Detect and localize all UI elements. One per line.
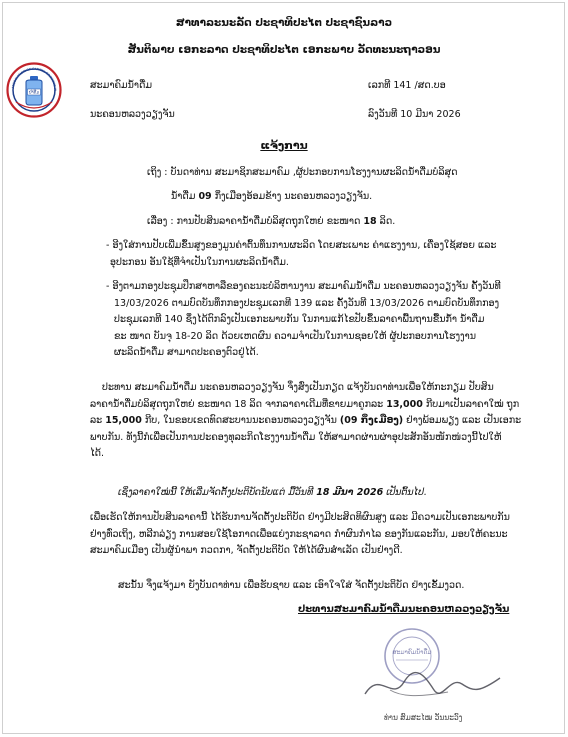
- signatory-name: ທ່ານ ສົມສະໄໝ ວັນນະວົງ: [384, 713, 463, 722]
- body-paragraph-1: ປະທານ ສະມາຄົມນ້ຳດື່ມ ນະຄອນຫລວງວຽງຈັນ ຈຶ່ງສົ່ງເປັນກຽດ ແຈ້ງບັນດາທ່ານເພື່ອໃຫ້ກະກຽມ ປັບສິນ ລາຄານ້ຳດື່ມບໍລິສຸດຖຸກໃຫຍ່ ຂະໜາດ 18 ລິດ ຈາກລາຄາເດີມທີ່ຂາຍມາຄູກລະ 13,000 ກີບມາເປັນລາຄາໃໝ່ ຖຸກ ລະ 15,000 ກີບ, ໃນຂອບເຂດທົດສະບານນະຄອນຫລວງວຽງຈັນ (09 ກິ່ງເມືອງ) ຢ່າງພ້ອມພຽງ ແລະ ເປັນເອກະ ພາບກັນ. ທັງນີ້ກໍເພື່ອເປັນການປະຄອງທຸລະກິດໂຮງງານນ້ຳດື່ມ ໃຫ້ສາມາດຜ່ານຜ່າອຸປະສັກອັນໜັກໜ່ວງນີ້ໄປໃຫ້ ໄດ້.: [90, 382, 522, 459]
- body-paragraph-2: ເພື່ອເຮັດໃຫ້ການປັບສິນລາຄານີ້ ໄດ້ຮັບການຈັດຕັ້ງປະຕິບັດ ຢ່າງມີປະສິດທິຜົນສູງ ແລະ ມີຄວາມເປັນເອກະພາບກັນ ຢ່າງທົ່ວເຖິງ, ຫລີກລ່ຽງ ການສອຍໃຊ້ໂອກາດເພື່ອແຍ່ງກະຊາລາດ ກຳຜົນກຳໄລ ຂອງກັນແລະກັນ, ມອບໃຫ້ຄະນະ ສະມາຄົມເມືອງ ເປັນຜູ້ນຳພາ ກວດກາ, ຈັດຕັ້ງປະຕິບັດ ໃຫ້ໄດ້ຜົນສຳເລັດ ເປັນຢ່າງດີ.: [90, 512, 510, 556]
- association-logo: [6, 62, 62, 118]
- to-line-1: ເຖິງ : ບັນດາທ່ານ ສະມາຊິກສະມາຄົມ ,ຜູ້ປະກອບການໂຮງງານຜະລິດນ້ຳດື່ມບໍລິສຸດ: [147, 167, 458, 178]
- republic-line: ສາທາລະນະລັດ ປະຊາທິປະໄຕ ປະຊາຊົນລາວ: [175, 17, 393, 29]
- official-stamp-icon: [330, 620, 540, 720]
- reference-number: ເລກທີ 141 /ສດ.ບອ: [368, 80, 446, 91]
- document-date: ລົງວັນທີ 10 ມີນາ 2026: [368, 109, 461, 120]
- org-name: ສະມາຄົມນໍ້າດື່ມ: [90, 80, 153, 91]
- motto-line: ສັນຕິພາບ ເອກະລາດ ປະຊາທິປະໄຕ ເອກະພາບ ວັດທະນະຖາວອນ: [127, 44, 441, 56]
- closing-line: ສະນັ້ນ ຈຶ່ງແຈ້ງມາ ຍັງບັນດາທ່ານ ເພື່ອຮັບຊາບ ແລະ ເອົາໃຈໃສ່ ຈັດຕັ້ງປະຕິບັດ ຢ່າງເຂັ້ມງວດ.: [118, 580, 465, 591]
- subject-line: ເລື່ອງ : ການປັບສິນລາຄານ້ຳດື່ມບໍລິສຸດຖຸກໃຫຍ່ ຂະໜາດ 18 ລິດ.: [147, 216, 396, 227]
- signatory-title: ປະທານສະມາຄົມນ້ຳດື່ມນະຄອນຫລວງວຽງຈັນ: [298, 604, 510, 615]
- stamp-text: ສະມາຄົມນ້ຳດື່ມ: [392, 649, 432, 656]
- signature-stamp-area: [330, 620, 540, 720]
- effective-date-line: ເຊິ່ງລາຄາໃໝ່ນີ້ ໃຫ້ເລີ່ມຈັດຕັ້ງປະຕິບັດນັບແຕ່ ມື້ວັນທີ 18 ມີນາ 2026 ເປັນຕົ້ນໄປ.: [118, 487, 427, 498]
- logo-center-text: ນຳ້ດື່ມ: [28, 89, 40, 95]
- water-bottle-logo-icon: [6, 62, 62, 118]
- reference-2: - ອີງຕາມກອງປະຊຸມປຶກສາຫາລືຂອງຄະນະບໍລິຫານງານ ສະມາຄົມນ້ຳດື່ມ ນະຄອນຫລວງວຽງຈັນ ຄັ້ງວັນທີ 13/03/2026 ຕາມບົດບັນທຶກກອງປະຊຸມເລກທີ 139 ແລະ ຄັ້ງວັນທີ 13/03/2026 ຕາມບົດບັນທຶກກອງ ປະຊຸມເລກທີ 140 ຊຶ່ງໄດ້ຕົກລົງເປັນເອກະພາບກັນ ໃນການແກ້ໄຂປັບຂຶ້ນລາຄາພື້ນຖານຂື້ນກ້ຳ ນ້ຳດື່ມ ຂະ ໜາດ ບັນຈຸ 18-20 ລິດ ດ້ວຍເຫດຜົນ ຄວາມຈຳເປັນໃນການຊອຍໃຫ້ ຜູ້ປະກອບການໂຮງງານ ຜະລິດນ້ຳດື່ມ ສາມາດປະຄອງຕົວຢູ່ໄດ້.: [106, 281, 501, 358]
- document-title: ແຈ້ງການ: [260, 139, 308, 152]
- logo-arc-text: ASSOCIATION OF CAPITAL DRINKING W: [11, 66, 58, 91]
- handwritten-signature-icon: [365, 673, 500, 694]
- city: ນະຄອນຫລວງວຽງຈັນ: [90, 109, 175, 120]
- to-line-2: ນ້ຳດື່ມ 09 ກິ່ງເມືອງອ້ອມຂ້າງ ນະຄອນຫລວງວຽງຈັນ.: [171, 191, 373, 202]
- reference-1: - ອີງໃສ່ການປັບເພີ່ມຂຶ້ນສູງຂອງມູນຄ່າຕົ້ນທຶນການຜະລິດ ໂດຍສະເພາະ ຄ່າແຮງງານ, ເຄື່ອງໃຊ້ສອຍ ແລະ ອຸປະກອນ ອັນໃຊ້ທີ່ຈຳເປັນໃນການຜະລິດນ້ຳດື່ມ.: [106, 240, 497, 268]
